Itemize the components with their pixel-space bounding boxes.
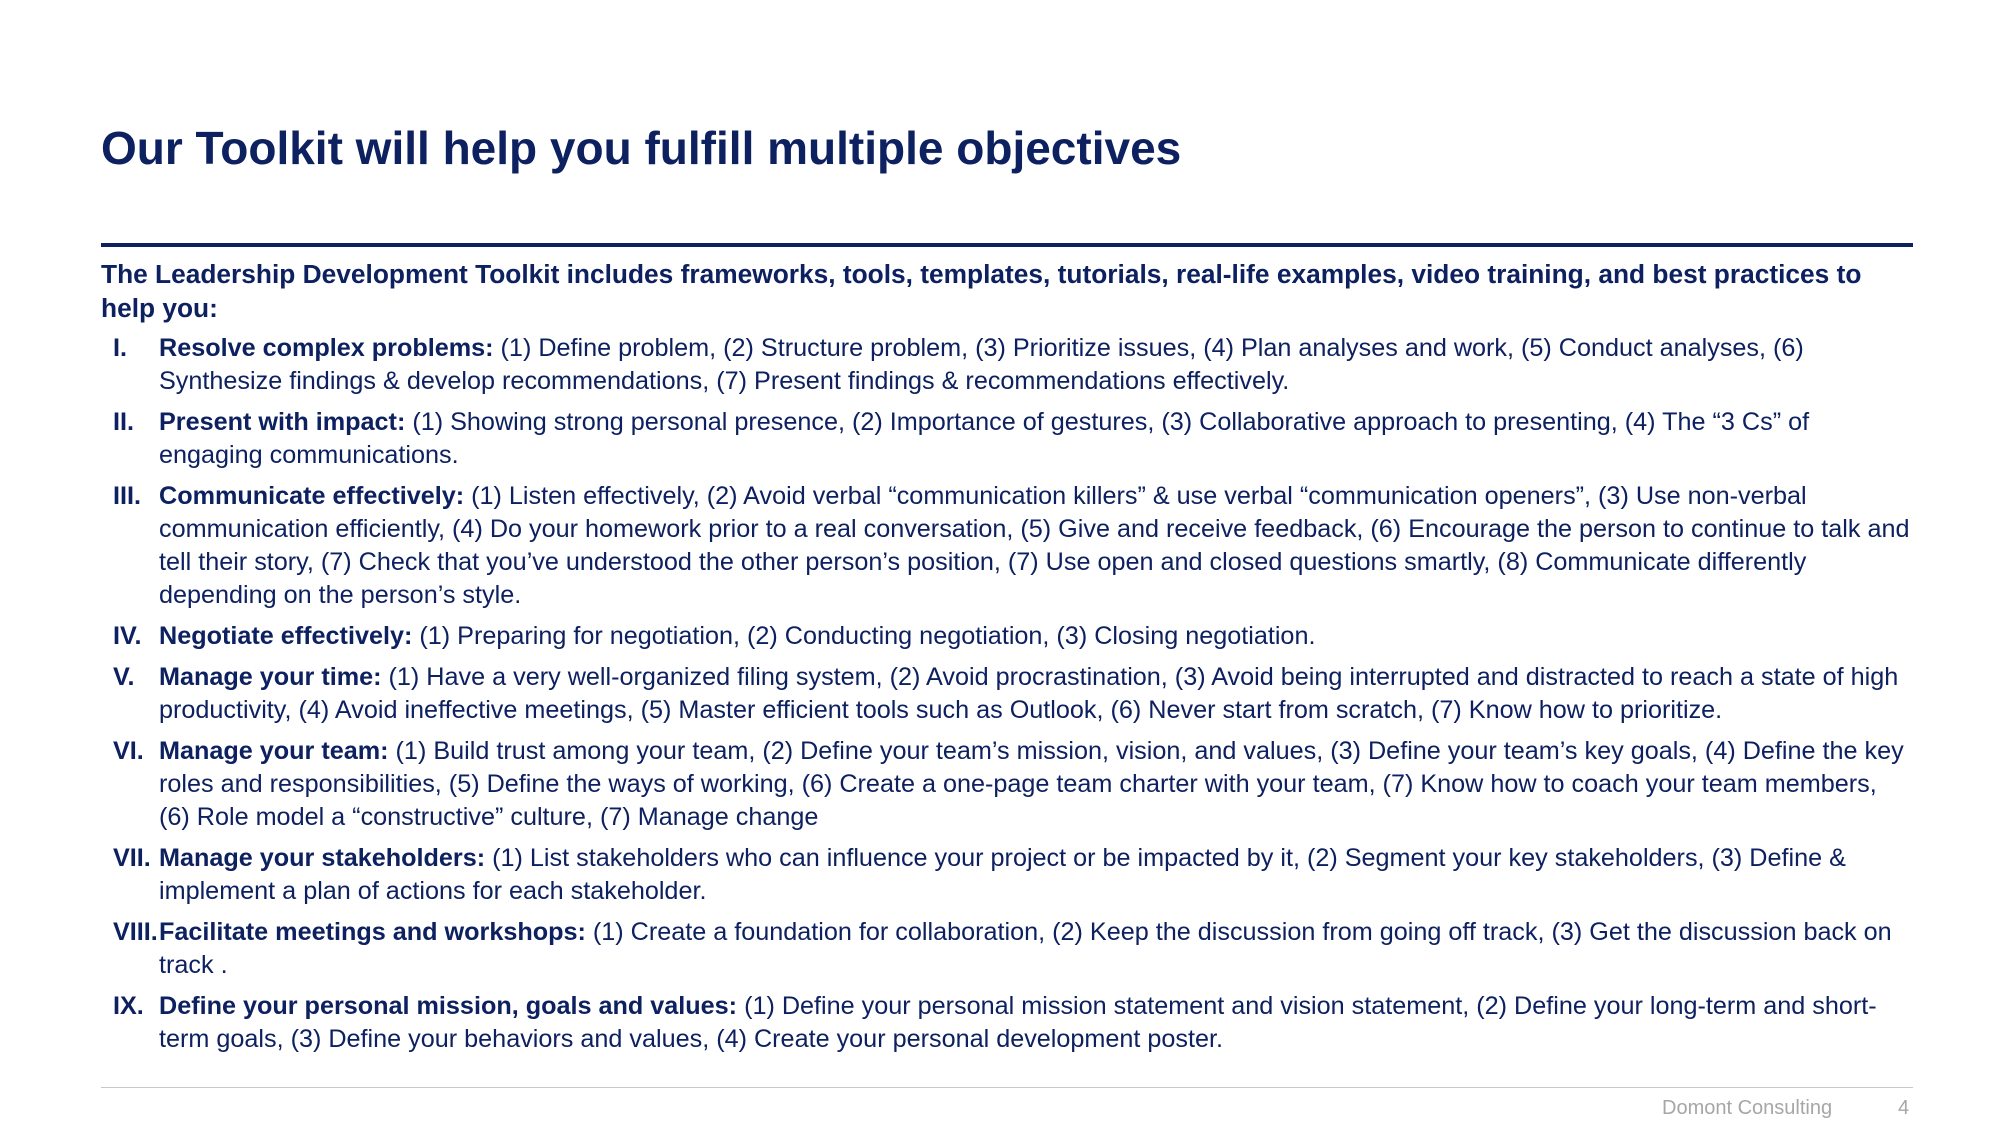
- objective-item-8: [101, 916, 1913, 982]
- objective-numeral: VI.: [113, 737, 144, 765]
- objective-heading: Present with impact:: [159, 408, 406, 436]
- page-number: 4: [1898, 1097, 1910, 1119]
- objective-item-6: [101, 735, 1913, 834]
- footer-company-name: Domont Consulting: [1662, 1097, 1833, 1119]
- objective-description: (1) Have a very well-organized filing system, (2) Avoid procrastination, (3) Avoid being interrupted and distracted to reach a state of high productivity, (4) Avoid ineffective meetings, (5) Master efficient tools such as Outlook, (6) Never start from scratch, (7) Know how to prioritize.: [159, 663, 1899, 724]
- objective-item-3: [101, 480, 1913, 612]
- objective-numeral: IV.: [113, 622, 142, 650]
- objective-body: [159, 480, 1913, 612]
- objective-heading: Resolve complex problems:: [159, 334, 494, 362]
- objective-description: (1) Showing strong personal presence, (2) Importance of gestures, (3) Collaborative approach to presenting, (4) The “3 Cs” of engaging communications.: [159, 408, 1810, 469]
- objective-heading: Communicate effectively:: [159, 482, 465, 510]
- objective-item-1: [101, 332, 1913, 398]
- objective-numeral: V.: [113, 663, 135, 691]
- objectives-list: [101, 332, 1913, 1064]
- objective-description: (1) Preparing for negotiation, (2) Conducting negotiation, (3) Closing negotiation.: [412, 622, 1316, 650]
- objective-heading: Manage your time:: [159, 663, 382, 691]
- objective-heading: Negotiate effectively:: [159, 622, 413, 650]
- objective-description: (1) Define your personal mission statement and vision statement, (2) Define your long-term and short-term goals, (3) Define your behaviors and values, (4) Create your personal development poster.: [159, 992, 1877, 1053]
- objective-description: (1) List stakeholders who can influence your project or be impacted by it, (2) Segment your key stakeholders, (3) Define & implement a plan of actions for each stakeholder.: [159, 844, 1846, 905]
- objective-item-7: [101, 842, 1913, 908]
- slide-title: Our Toolkit will help you fulfill multiple objectives: [101, 122, 1182, 174]
- objective-description: (1) Listen effectively, (2) Avoid verbal “communication killers” & use verbal “communication openers”, (3) Use non-verbal communication efficiently, (4) Do your homework prior to a real conversation, (5) Give and receive feedback, (6) Encourage the person to continue to talk and tell their story, (7) Check that you’ve understood the other person’s position, (7) Use open and closed questions smartly, (8) Communicate differently depending on the person’s style.: [159, 482, 1910, 609]
- objective-body: [159, 406, 1913, 472]
- objective-item-2: [101, 406, 1913, 472]
- objective-item-5: [101, 661, 1913, 727]
- objective-body: [159, 990, 1913, 1056]
- objective-heading: Manage your stakeholders:: [159, 844, 486, 872]
- objective-body: [159, 620, 1913, 653]
- objective-description: (1) Build trust among your team, (2) Define your team’s mission, vision, and values, (3) Define your team’s key goals, (4) Define the key roles and responsibilities, (5) Define the ways of working, (6) Create a one-page team charter with your team, (7) Know how to coach your team members, (6) Role model a “constructive” culture, (7) Manage change: [159, 737, 1904, 831]
- objective-body: [159, 842, 1913, 908]
- objective-body: [159, 332, 1913, 398]
- objective-numeral: I.: [113, 334, 127, 362]
- objective-body: [159, 916, 1913, 982]
- objective-description: (1) Define problem, (2) Structure problem, (3) Prioritize issues, (4) Plan analyses and work, (5) Conduct analyses, (6) Synthesize findings & develop recommendations, (7) Present findings & recommendations effectively.: [159, 334, 1804, 395]
- objective-body: [159, 735, 1913, 834]
- objective-heading: Manage your team:: [159, 737, 389, 765]
- objective-body: [159, 661, 1913, 727]
- title-divider: [101, 243, 1913, 247]
- intro-paragraph: The Leadership Development Toolkit includes frameworks, tools, templates, tutorials, real-life examples, video training, and best practices to help you:: [101, 259, 1862, 323]
- objective-description: (1) Create a foundation for collaboration, (2) Keep the discussion from going off track, (3) Get the discussion back on track .: [159, 918, 1892, 979]
- objective-item-4: [101, 620, 1913, 653]
- objective-heading: Define your personal mission, goals and values:: [159, 992, 738, 1020]
- objective-item-9: [101, 990, 1913, 1056]
- footer-divider: [101, 1087, 1913, 1088]
- objective-numeral: VII.: [113, 844, 151, 872]
- objective-numeral: III.: [113, 482, 141, 510]
- objective-numeral: II.: [113, 408, 134, 436]
- objective-numeral: VIII.: [113, 918, 158, 946]
- objective-heading: Facilitate meetings and workshops:: [159, 918, 586, 946]
- objective-numeral: IX.: [113, 992, 144, 1020]
